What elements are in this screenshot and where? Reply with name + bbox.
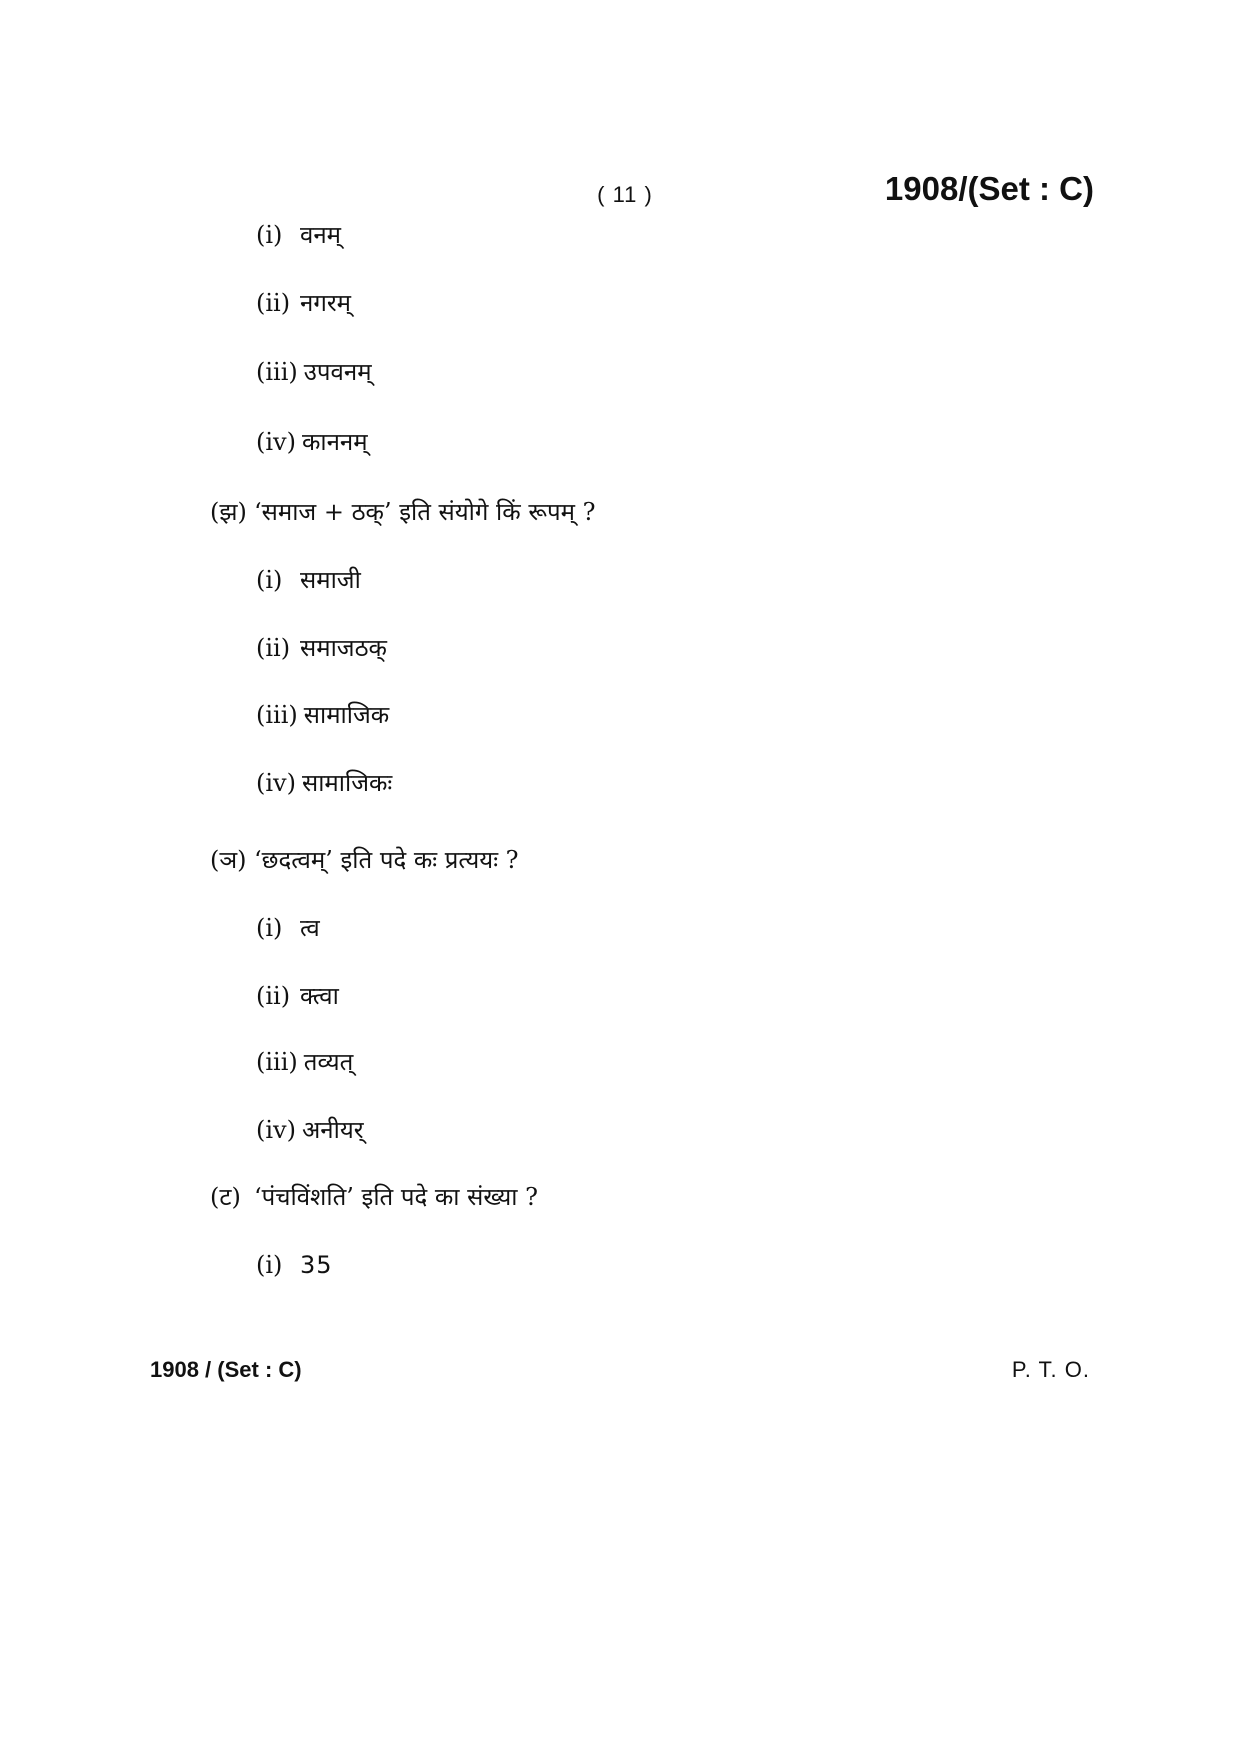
question-marker: (झ)	[210, 498, 247, 526]
option-text: उपवनम्	[303, 358, 372, 386]
option-marker: (iii)	[256, 1048, 298, 1076]
option-marker: (i)	[256, 1251, 283, 1279]
option-text: अनीयर्	[301, 1116, 364, 1144]
option-item	[256, 360, 372, 384]
header-paper-code: 1908/(Set : C)	[884, 170, 1094, 207]
question-item	[210, 500, 595, 524]
option-marker: (ii)	[256, 982, 291, 1010]
question-text: ‘पंचविंशति’ इति पदे का संख्या ?	[254, 1183, 539, 1211]
option-text: 35	[300, 1251, 333, 1279]
option-item	[256, 703, 389, 727]
question-item	[210, 1185, 538, 1209]
question-text: ‘छदत्वम्’ इति पदे कः प्रत्ययः ?	[254, 846, 519, 874]
option-text: समाजी	[300, 566, 361, 594]
page-number: ( 11 )	[597, 182, 653, 207]
option-marker: (iii)	[256, 358, 298, 386]
option-marker: (iv)	[256, 769, 296, 797]
option-marker: (iv)	[256, 428, 296, 456]
question-marker: (ञ)	[210, 846, 247, 874]
option-text: समाजठक्	[300, 634, 387, 662]
option-marker: (iii)	[256, 701, 298, 729]
option-item	[256, 984, 339, 1008]
footer-paper-code: 1908 / (Set : C)	[150, 1357, 302, 1382]
option-text: तव्यत्	[303, 1048, 354, 1076]
option-text: सामाजिक	[303, 701, 390, 729]
option-text: त्व	[300, 914, 320, 942]
option-item	[256, 430, 368, 454]
option-item	[256, 1050, 353, 1074]
option-item	[256, 291, 351, 315]
option-item	[256, 568, 361, 592]
option-marker: (ii)	[256, 289, 291, 317]
option-item	[256, 223, 341, 247]
option-item	[256, 1118, 364, 1142]
option-text: क्त्वा	[300, 982, 339, 1010]
option-text: वनम्	[300, 221, 342, 249]
option-item	[256, 636, 387, 660]
option-text: नगरम्	[300, 289, 351, 317]
question-item	[210, 848, 519, 872]
option-text: सामाजिकः	[301, 769, 393, 797]
option-text: काननम्	[301, 428, 368, 456]
option-marker: (i)	[256, 566, 283, 594]
footer-pto: P. T. O.	[1011, 1357, 1090, 1382]
option-marker: (i)	[256, 221, 283, 249]
option-item	[256, 771, 392, 795]
question-marker: (ट)	[210, 1183, 241, 1211]
option-marker: (ii)	[256, 634, 291, 662]
option-item	[256, 1253, 333, 1277]
question-text: ‘समाज + ठक्’ इति संयोगे किं रूपम् ?	[254, 498, 596, 526]
option-marker: (iv)	[256, 1116, 296, 1144]
option-item	[256, 916, 320, 940]
option-marker: (i)	[256, 914, 283, 942]
